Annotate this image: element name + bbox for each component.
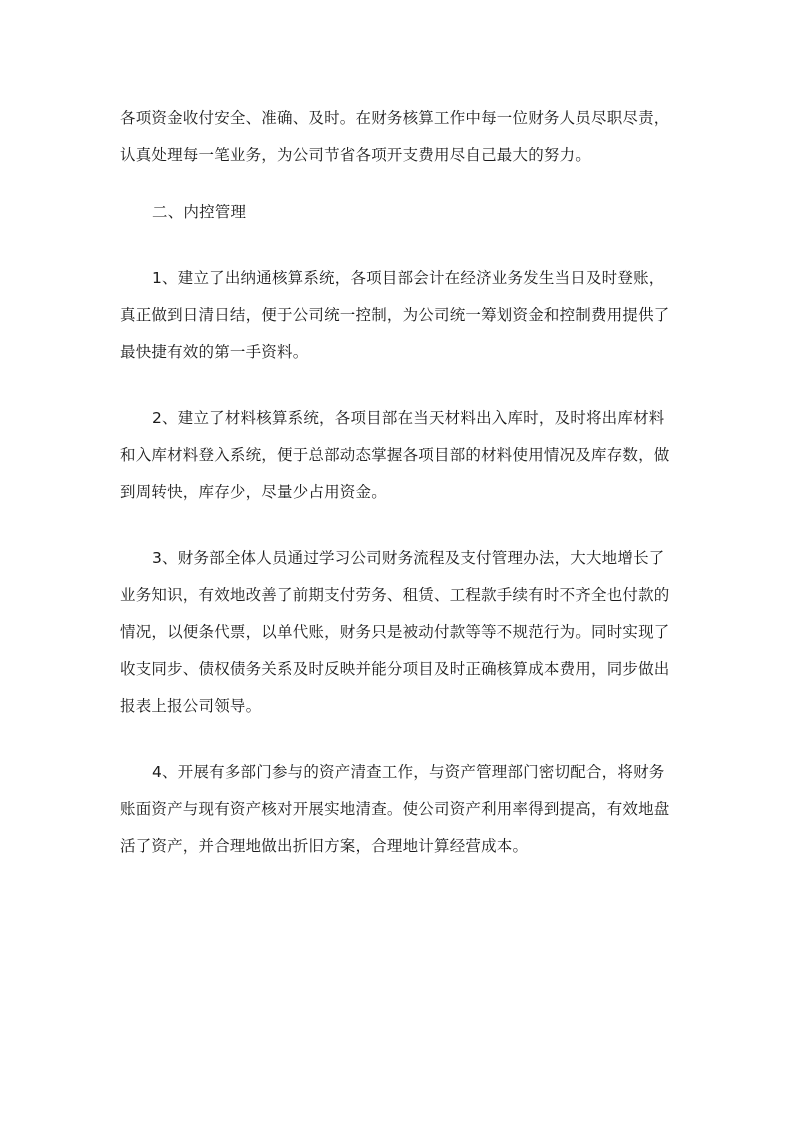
paragraph-line: 2、建立了材料核算系统，各项目部在当天材料出入库时，及时将出库材料 (152, 409, 665, 427)
paragraph-line: 报表上报公司领导。 (120, 697, 262, 715)
paragraph-line: 账面资产与现有资产核对开展实地清查。使公司资产利用率得到提高，有效地盘 (120, 800, 670, 818)
paragraph-line: 情况，以便条代票，以单代账，财务只是被动付款等等不规范行为。同时实现了 (120, 623, 670, 641)
list-item (120, 754, 680, 865)
intro-paragraph (120, 100, 680, 174)
paragraph-line: 和入库材料登入系统，便于总部动态掌握各项目部的材料使用情况及库存数，做 (120, 446, 670, 464)
list-item (120, 260, 680, 371)
section-title: 二、内控管理 (152, 203, 247, 221)
paragraph-line: 认真处理每一笔业务，为公司节省各项开支费用尽自己最大的努力。 (120, 146, 592, 164)
paragraph-line: 3、财务部全体人员通过学习公司财务流程及支付管理办法，大大地增长了 (152, 549, 665, 567)
paragraph-line: 活了资产，并合理地做出折旧方案，合理地计算经营成本。 (120, 837, 529, 855)
paragraph-line: 真正做到日清日结，便于公司统一控制，为公司统一筹划资金和控制费用提供了 (120, 306, 670, 324)
paragraph-line: 1、建立了出纳通核算系统，各项目部会计在经济业务发生当日及时登账， (152, 269, 665, 287)
paragraph-line: 收支同步、债权债务关系及时反映并能分项目及时正确核算成本费用，同步做出 (120, 660, 670, 678)
paragraph-line: 业务知识，有效地改善了前期支付劳务、租赁、工程款手续有时不齐全也付款的 (120, 586, 670, 604)
list-item (120, 540, 680, 725)
paragraph-line: 最快捷有效的第一手资料。 (120, 343, 309, 361)
paragraph-line: 4、开展有多部门参与的资产清查工作，与资产管理部门密切配合，将财务 (152, 763, 665, 781)
list-item (120, 400, 680, 511)
section-heading (120, 194, 680, 231)
document-body (120, 100, 680, 865)
paragraph-line: 到周转快，库存少，尽量少占用资金。 (120, 483, 387, 501)
paragraph-line: 各项资金收付安全、准确、及时。在财务核算工作中每一位财务人员尽职尽责， (120, 109, 670, 127)
